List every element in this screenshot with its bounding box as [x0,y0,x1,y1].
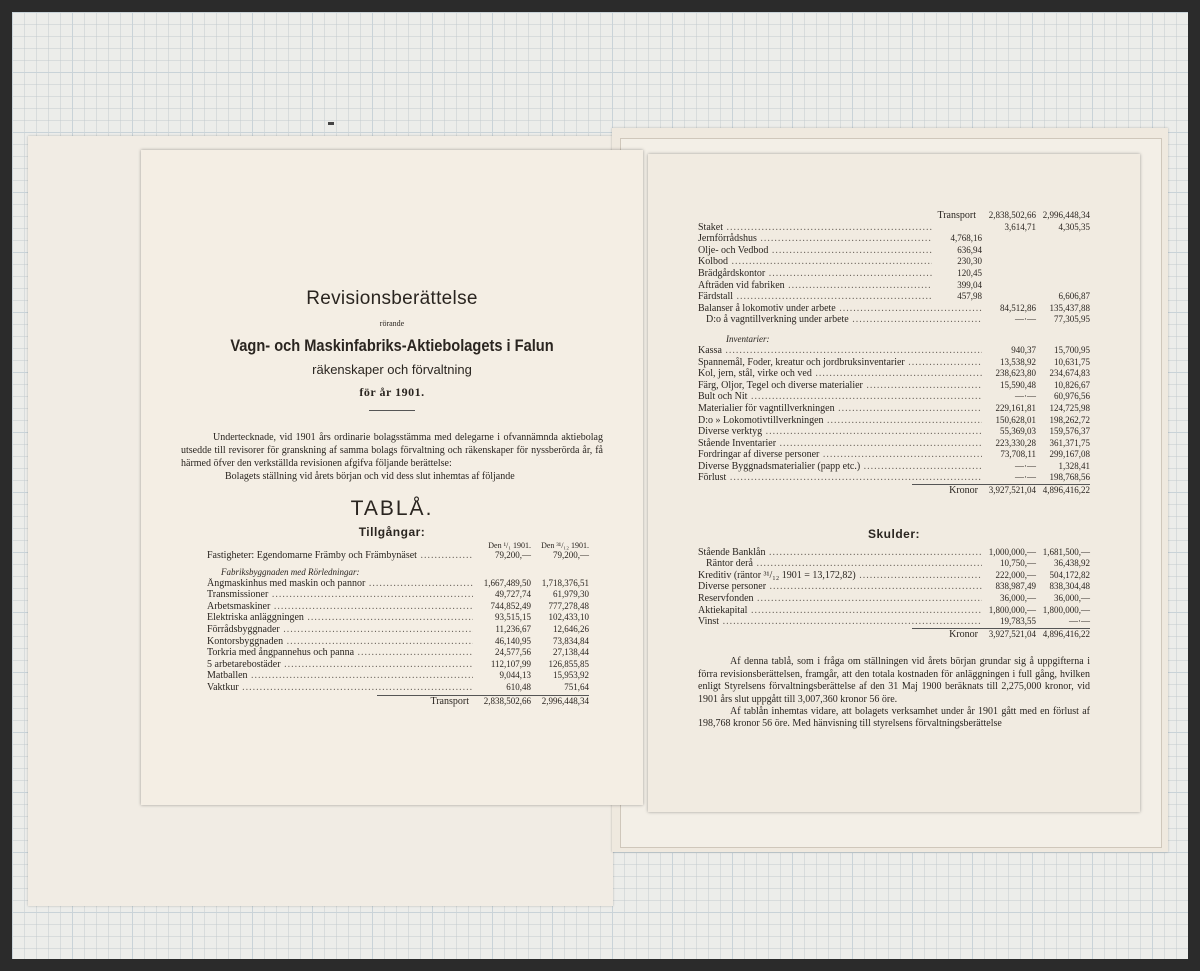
table-row: 5 arbetarebostäder ..... 112,107,99 126,855,85 [207,659,589,671]
table-row: Färg, Oljor, Tegel och diverse materialier ..... 15,590,48 10,826,67 [698,380,1090,392]
table-row: D:o » Lokomotivtillverkningen ..... 150,628,01 198,262,72 [698,415,1090,427]
table-row: Fordringar af diverse personer ..... 73,708,11 299,167,08 [698,449,1090,461]
table-row: Aktiekapital ..... 1,800,000,— 1,800,000,— [698,605,1090,617]
divider [369,410,415,411]
skulder-heading: Skulder: [867,526,920,541]
table-row: Jernförrådshus ..... 4,768,16 [698,233,1090,245]
table-row: Kassa ..... 940,37 15,700,95 [698,345,1090,357]
year-heading: för år 1901. [359,385,425,399]
paragraph: Af denna tablå, som i fråga om ställningen vid årets början grundar sig å uppgifterna i förra revisionsberättelsen, framgår, att den totala kostnaden för anläggningen i full gång, hvilken enligt Styrelsens förvaltningsberättelse af den 31 Maj 1900 beräknats till 2,275,000 kronor, vid 1901 års slut uppgått till 3,007,360 kronor 56 öre. [698,656,1090,705]
tabla-heading: TABLÅ. [350,497,434,520]
table-row: Olje- och Vedbod ..... 636,94 [698,245,1090,257]
intro-paragraph: Undertecknade, vid 1901 års ordinarie bolagsstämma med delegarne i ofvannämnda aktiebolag utsedde till revisorer för granskning af samma bolags förvaltning och räkenskaper för nyssberörda år, få härmed öfver den verkställda revisionen afgifva följande berättelse: [181,432,603,469]
table-row: Matballen ..... 9,044,13 15,953,92 [207,670,589,682]
column-headers [207,541,589,550]
right-page [648,154,1140,812]
kronor-row: Kronor 3,927,521,04 4,896,416,22 [912,484,1090,497]
section-heading: Inventarier: [726,333,770,344]
kronor-row: Kronor 3,927,521,04 4,896,416,22 [912,628,1090,641]
table-row: Staket ..... 3,614,71 4,305,35 [698,222,1090,234]
table-row: Spannemål, Foder, kreatur och jordbruksinventarier ..... 13,538,92 10,631,75 [698,357,1090,369]
left-page [141,150,643,805]
table-row: Vaktkur ..... 610,48 751,64 [207,682,589,694]
table-row: Diverse verktyg ..... 55,369,03 159,576,37 [698,426,1090,438]
table-row: Fastigheter: Egendomarne Främby och Främbynäset ..... 79,200,— 79,200,— [207,550,589,562]
table-row: Transmissioner ..... 49,727,74 61,979,30 [207,589,589,601]
table-row: Vinst ..... 19,783,55 —·— [698,616,1090,628]
table-row: Diverse personer ..... 838,987,49 838,304,48 [698,581,1090,593]
table-row: Ångmaskinhus med maskin och pannor ..... 1,667,489,50 1,718,376,51 [207,578,589,590]
rorande-text: rörande [379,319,405,328]
column-header-2: Den ³¹/₁₂ 1901. [541,541,589,550]
transport-row: Transport 2,838,502,66 2,996,448,34 [937,210,1090,221]
table-row: Brädgårdskontor ..... 120,45 [698,268,1090,280]
table-row: Kontorsbyggnaden ..... 46,140,95 73,834,84 [207,636,589,648]
table-row: Räntor derå ..... 10,750,— 36,438,92 [698,558,1090,570]
table-row: Diverse Byggnadsmaterialier (papp etc.) ..... —·— 1,328,41 [698,461,1090,473]
intro-paragraph-2: Bolagets ställning vid årets början och vid dess slut inhemtas af följande [225,471,515,482]
transport-row: Transport 2,838,502,66 2,996,448,34 [377,695,589,708]
table-row: Kreditiv (räntor ³¹/₁₂ 1901 = 13,172,82) ..... 222,000,— 504,172,82 [698,570,1090,582]
column-header-1: Den ¹/₁ 1901. [488,541,531,550]
table-row: Arbetsmaskiner ..... 744,852,49 777,278,48 [207,601,589,613]
table-row: Elektriska anläggningen ..... 93,515,15 102,433,10 [207,612,589,624]
table-row: Afträden vid fabriken ..... 399,04 [698,280,1090,292]
ink-mark [328,122,334,125]
table-row: Färdstall ..... 457,98 6,606,87 [698,291,1090,303]
table-row: Förrådsbyggnader ..... 11,236,67 12,646,26 [207,624,589,636]
table-row: Bult och Nit ..... —·— 60,976,56 [698,391,1090,403]
table-row: Kolbod ..... 230,30 [698,256,1090,268]
table-row: Balanser å lokomotiv under arbete ..... 84,512,86 135,437,88 [698,303,1090,315]
table-row: Förlust ..... —·— 198,768,56 [698,472,1090,484]
paragraph: Af tablån inhemtas vidare, att bolagets verksamhet under år 1901 gått med en förlust af 198,768 kronor 56 öre. Med hänvisning till styrelsens förvaltningsberättelse [698,706,1090,730]
table-row: D:o å vagntillverkning under arbete ..... —·— 77,305,95 [698,314,1090,326]
table-row: Reservfonden ..... 36,000,— 36,000,— [698,593,1090,605]
table-row: Stående Banklån ..... 1,000,000,— 1,681,500,— [698,547,1090,559]
table-row: Kol, jern, stål, virke och ved ..... 238,623,80 234,674,83 [698,368,1090,380]
table-row: Materialier för vagntillverkningen ..... 229,161,81 124,725,98 [698,403,1090,415]
page-title: Revisionsberättelse [306,288,478,309]
subtitle: räkenskaper och förvaltning [312,362,472,377]
company-name: Vagn- och Maskinfabriks-Aktiebolagets i Falun [230,336,554,355]
tillgangar-heading: Tillgångar: [358,525,426,539]
section-heading: Fabriksbyggnaden med Rörledningar: [221,566,360,577]
table-row: Torkria med ångpannehus och panna ..... 24,577,56 27,138,44 [207,647,589,659]
table-row: Stående Inventarier ..... 223,330,28 361,371,75 [698,438,1090,450]
